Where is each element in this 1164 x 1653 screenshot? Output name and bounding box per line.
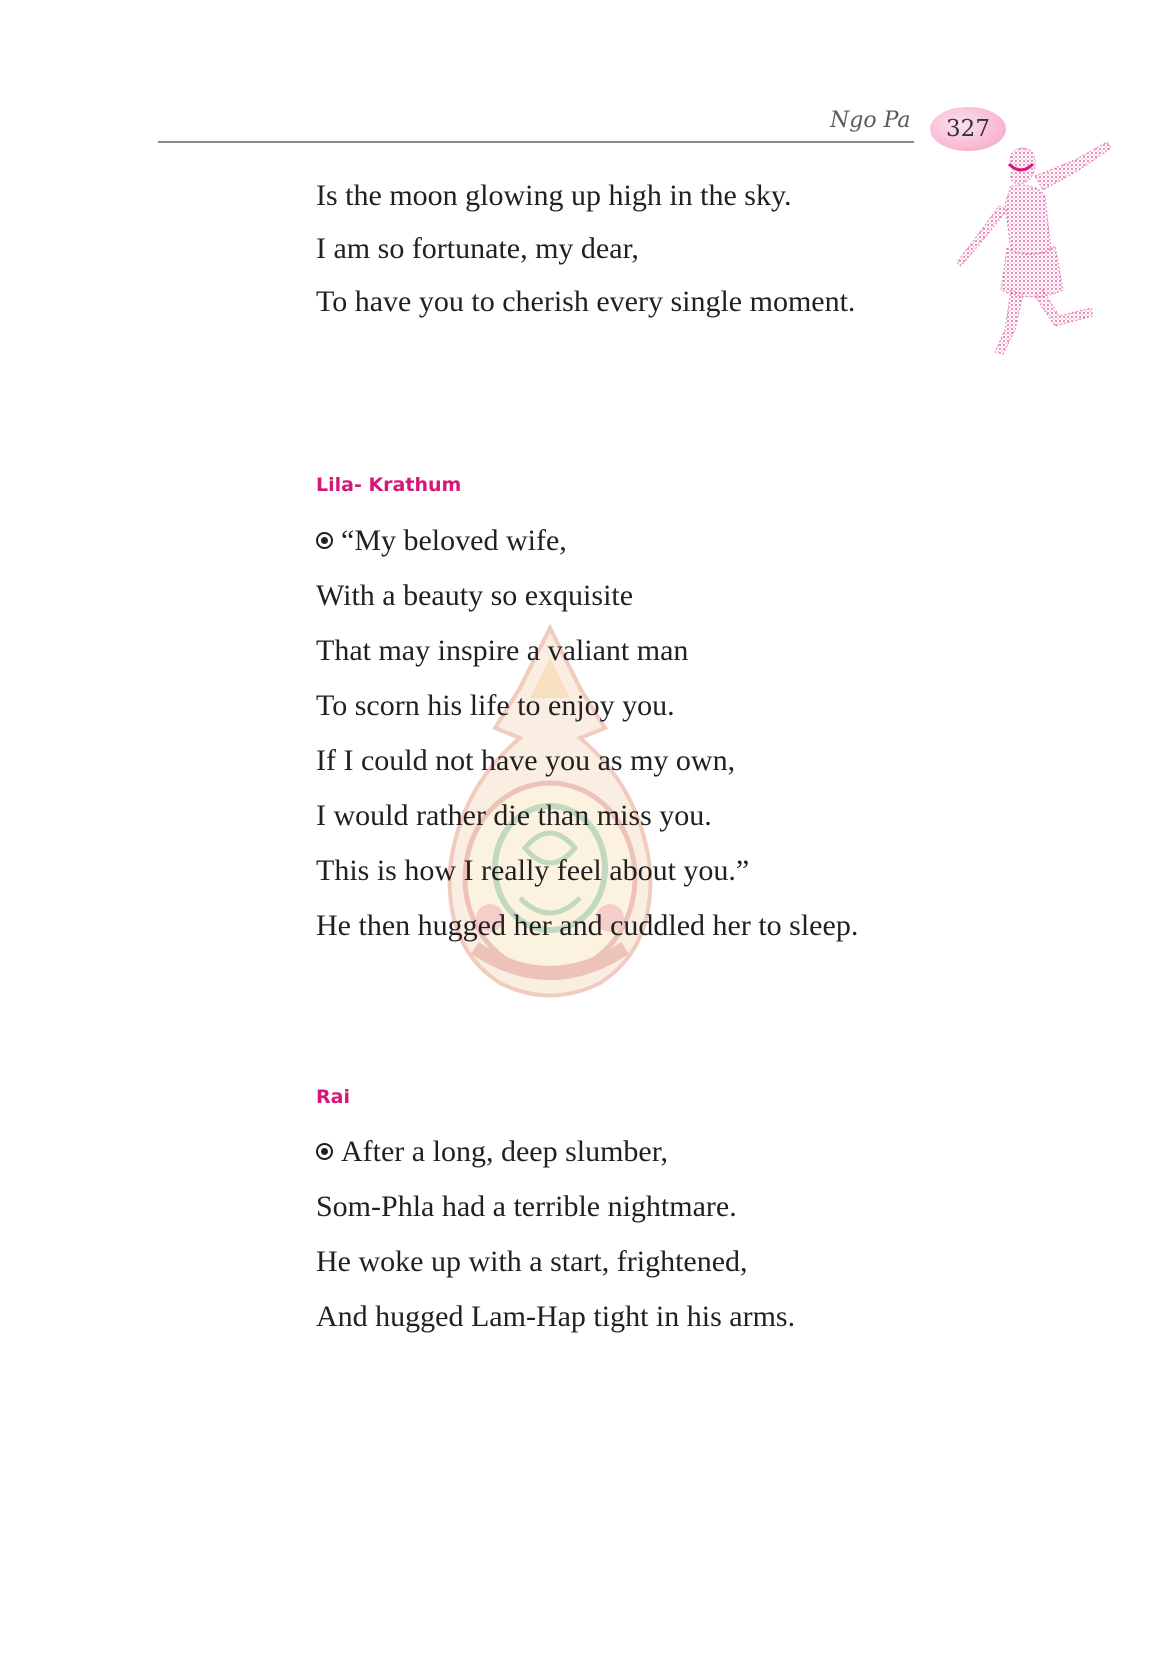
header-rule	[158, 141, 914, 143]
dancer-illustration	[955, 140, 1120, 355]
verse-line: That may inspire a valiant man	[316, 634, 689, 667]
verse-line: Som-Phla had a terrible nightmare.	[316, 1190, 737, 1223]
verse-line: This is how I really feel about you.”	[316, 854, 750, 887]
circled-dot-icon	[316, 1143, 333, 1160]
verse-line: He woke up with a start, frightened,	[316, 1245, 748, 1278]
verse-line: To have you to cherish every single moment.	[316, 285, 856, 318]
verse-line: He then hugged her and cuddled her to sleep.	[316, 909, 859, 942]
section-heading-rai: Rai	[316, 1086, 350, 1108]
verse-line-text: “My beloved wife,	[341, 524, 567, 557]
circled-dot-icon	[316, 532, 333, 549]
verse-line-first	[316, 1134, 668, 1170]
verse-line: I would rather die than miss you.	[316, 799, 712, 832]
verse-line: With a beauty so exquisite	[316, 579, 634, 612]
section-heading-lila-krathum: Lila- Krathum	[316, 474, 462, 496]
verse-line: And hugged Lam-Hap tight in his arms.	[316, 1300, 796, 1333]
verse-line-first	[316, 523, 567, 559]
verse-line: I am so fortunate, my dear,	[316, 232, 639, 265]
verse-line: If I could not have you as my own,	[316, 744, 736, 777]
verse-line: To scorn his life to enjoy you.	[316, 689, 675, 722]
verse-line-text: After a long, deep slumber,	[341, 1135, 669, 1168]
page-number: 327	[946, 116, 990, 142]
verse-line: Is the moon glowing up high in the sky.	[316, 179, 792, 212]
running-title: Ngo Pa	[830, 108, 911, 133]
